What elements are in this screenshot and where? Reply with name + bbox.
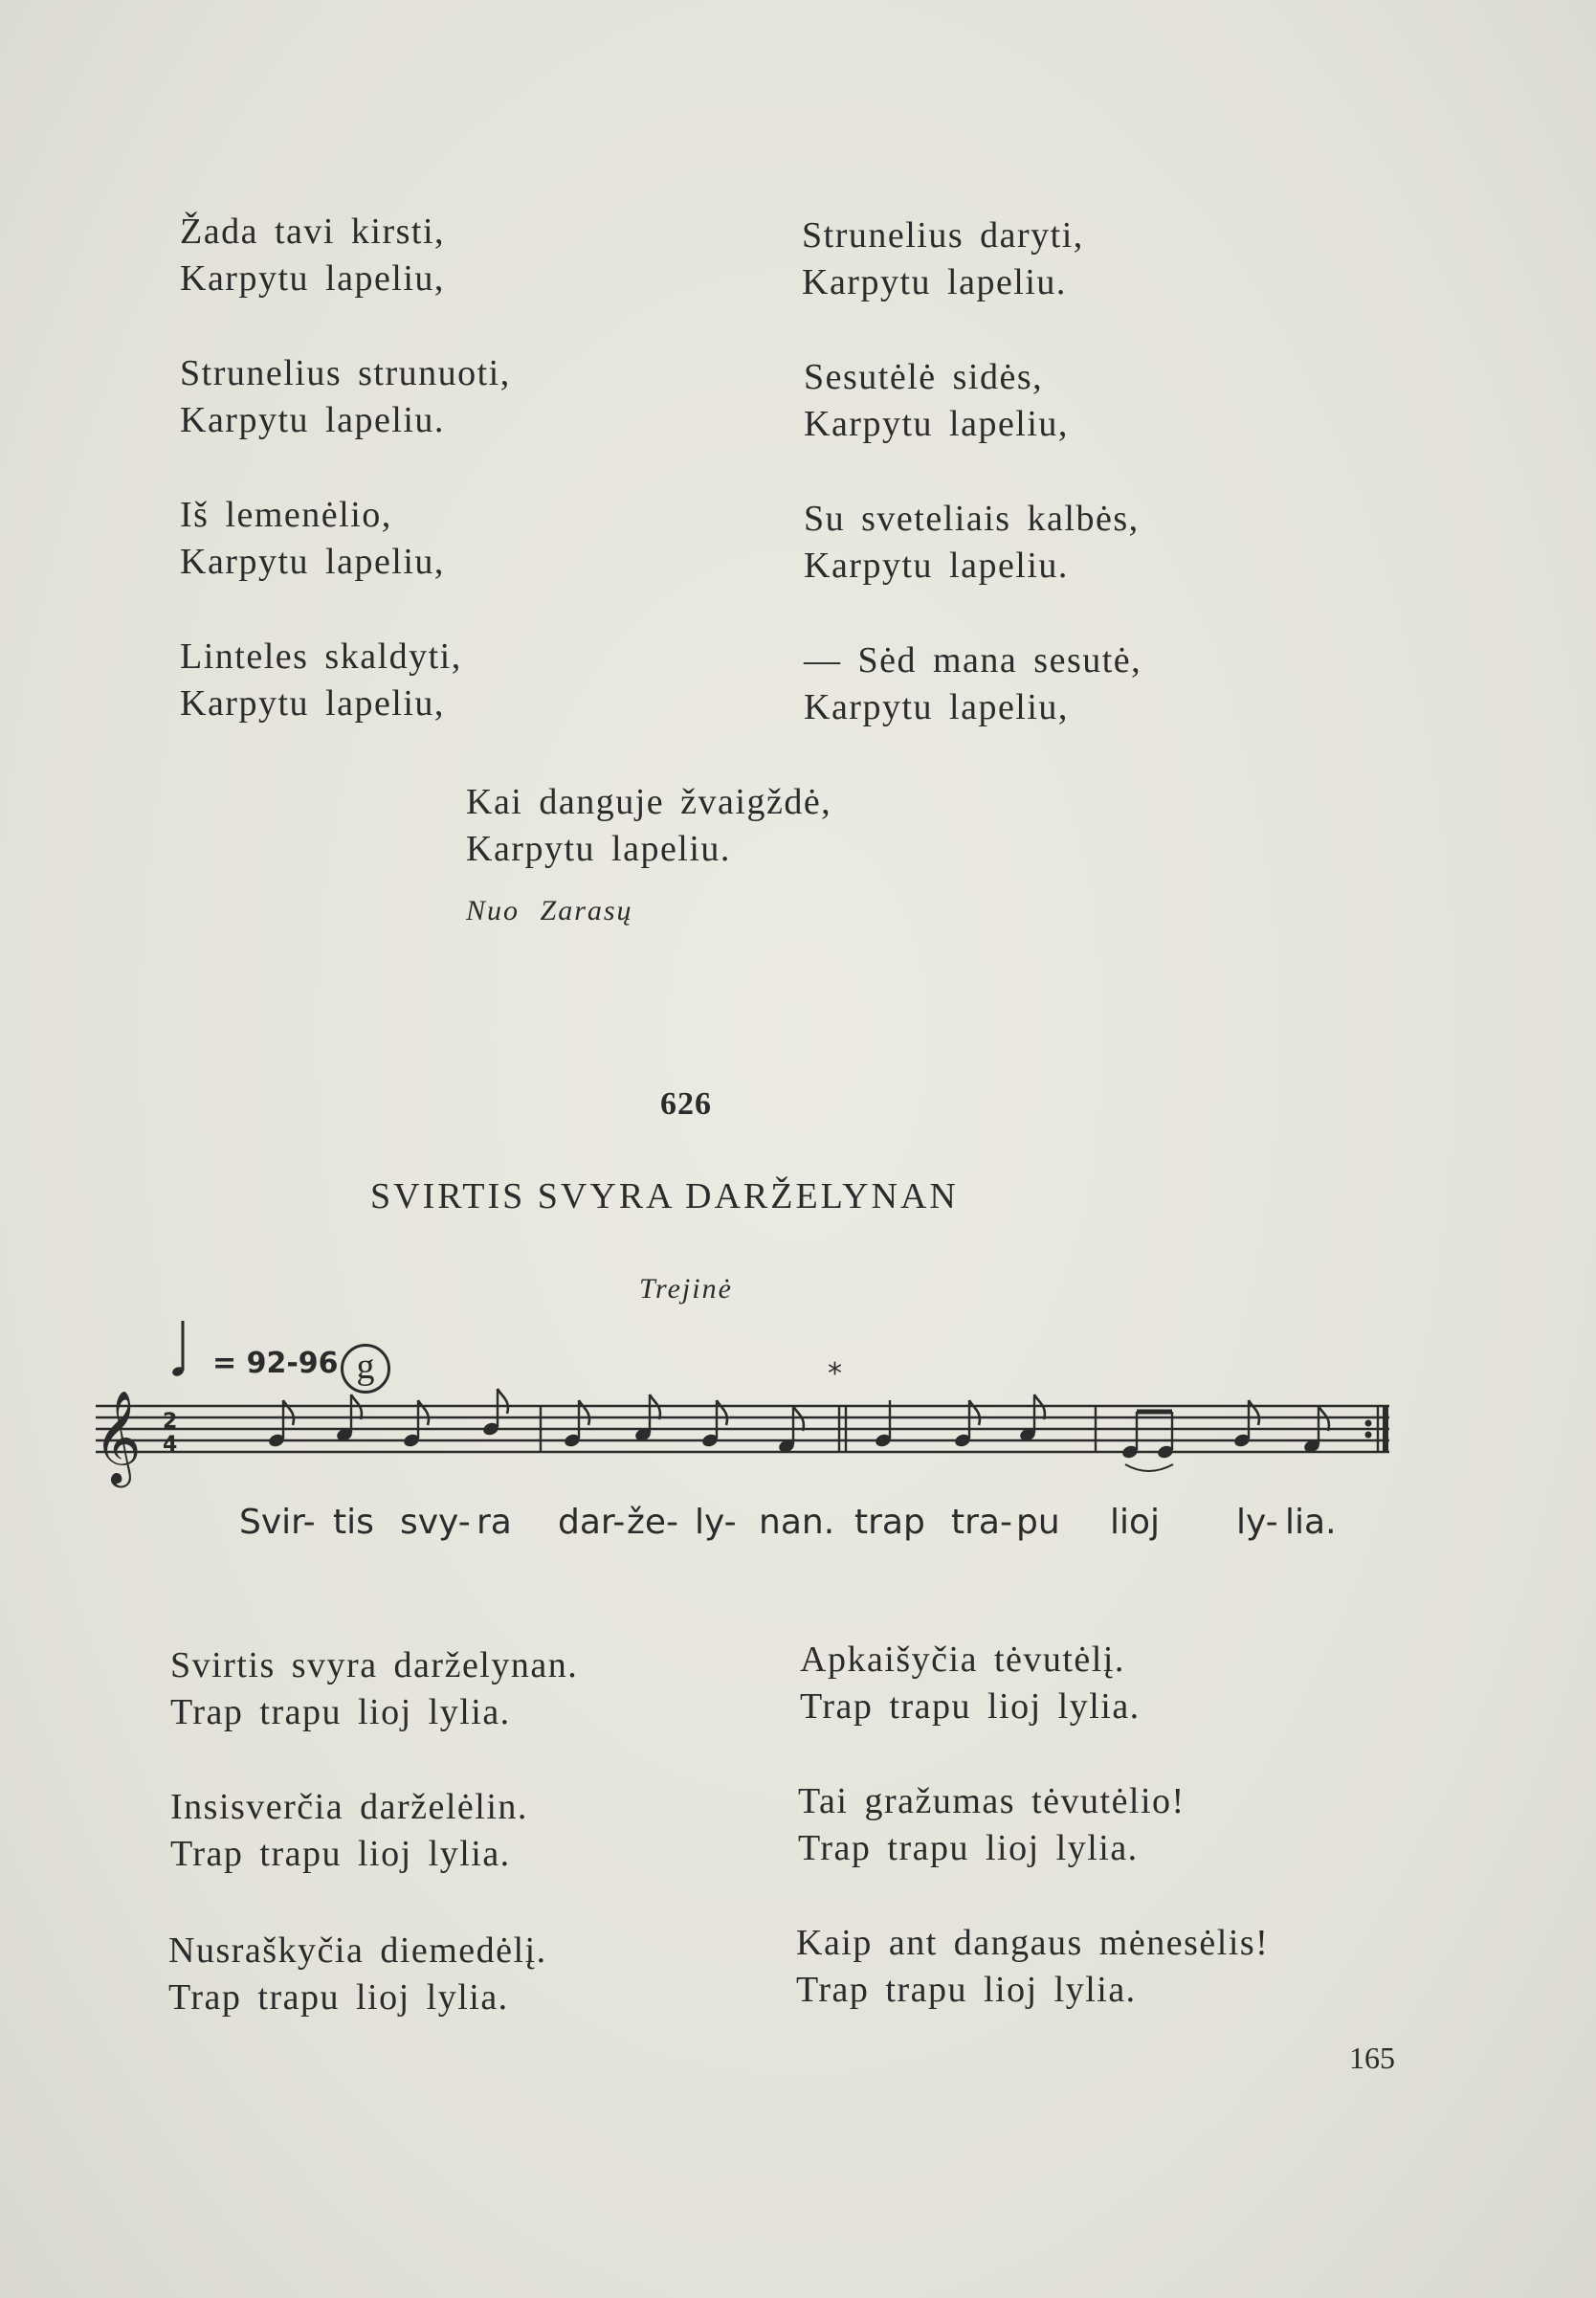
verse-line: Linteles skaldyti, (180, 636, 462, 677)
lyric-syllable: ly- (695, 1503, 737, 1542)
asterisk-mark: * (828, 1357, 842, 1391)
refrain-line: Trap trapu lioj lylia. (798, 1828, 1139, 1868)
refrain-line: Trap trapu lioj lylia. (170, 1834, 511, 1874)
treble-clef-icon: 𝄞 (94, 1390, 142, 1484)
verse-line: Žada tavi kirsti, (180, 212, 446, 252)
verse-line: Tai gražumas tėvutėlio! (798, 1781, 1186, 1821)
quarter-note (874, 1400, 892, 1448)
repeat-dot (1365, 1420, 1372, 1427)
song-stanza-left-3 (168, 1928, 547, 2021)
lyric-syllable: lioj (1110, 1503, 1161, 1542)
lyric-syllable: že- (627, 1503, 679, 1542)
verse-line: Strunelius strunuoti, (180, 353, 511, 393)
lyric-syllable: ra (477, 1503, 512, 1542)
refrain-line: Trap trapu lioj lylia. (796, 1970, 1137, 2010)
lyric-syllable: dar- (558, 1503, 626, 1542)
song-stanza-right-3 (796, 1920, 1269, 2014)
verse-line: Apkaišyčia tėvutėlį. (800, 1640, 1125, 1680)
refrain-line: Karpytu lapeliu. (466, 829, 731, 869)
song-stanza-left-1 (170, 1642, 578, 1736)
eighth-note (1120, 1412, 1139, 1460)
lyric-syllable: pu (1016, 1503, 1060, 1542)
song-stanza-right-2 (798, 1778, 1186, 1872)
verse-line: Kaip ant dangaus mėnesėlis! (796, 1923, 1270, 1963)
staff-lines (96, 1406, 1389, 1452)
time-sig-bottom: 4 (163, 1433, 178, 1457)
page-number: 165 (1349, 2041, 1395, 2075)
refrain-line: Trap trapu lioj lylia. (170, 1692, 511, 1732)
origin-note: Nuo Zarasų (466, 895, 633, 926)
slur (1125, 1464, 1173, 1471)
key-circle: g (341, 1344, 390, 1394)
verse-line: Insisverčia darželėlin. (170, 1787, 528, 1827)
verse-line: Svirtis svyra darželynan. (170, 1645, 579, 1685)
verse-line: Nusraškyčia diemedėlį. (168, 1930, 547, 1971)
verse-line: Sesutėlė sidės, (804, 357, 1044, 397)
refrain-line: Karpytu lapeliu. (180, 400, 445, 440)
refrain-line: Karpytu lapeliu, (180, 258, 445, 299)
lyric-syllable: lia. (1285, 1503, 1337, 1542)
song-stanza-left-2 (170, 1784, 528, 1878)
lyric-syllable: tra- (951, 1503, 1012, 1542)
refrain-line: Trap trapu lioj lylia. (800, 1686, 1141, 1727)
quarter-note-icon (171, 1321, 185, 1377)
verse-line: Strunelius daryti, (802, 215, 1084, 256)
verse-line: Su sveteliais kalbės, (804, 499, 1140, 539)
refrain-line: Karpytu lapeliu. (802, 262, 1067, 302)
song-stanza-right-1 (800, 1637, 1141, 1730)
eighth-note (1156, 1412, 1174, 1460)
verse-line: Kai danguje žvaigždė, (466, 782, 832, 822)
song-title: SVIRTIS SVYRA DARŽELYNAN (370, 1176, 959, 1216)
lyric-syllable: Svir- (239, 1503, 316, 1542)
lyric-syllable: ly- (1236, 1503, 1278, 1542)
lyric-syllable: nan. (759, 1503, 835, 1542)
time-sig-top: 2 (163, 1410, 178, 1434)
refrain-line: Trap trapu lioj lylia. (168, 1977, 509, 2018)
repeat-dot (1365, 1432, 1372, 1439)
verse-line: Iš lemenėlio, (180, 495, 392, 535)
refrain-line: Karpytu lapeliu, (180, 542, 445, 582)
song-number: 626 (660, 1086, 712, 1122)
tempo-word: Trejinė (639, 1273, 733, 1305)
verse-line: — Sėd mana sesutė, (804, 640, 1142, 680)
refrain-line: Karpytu lapeliu, (180, 683, 445, 724)
refrain-line: Karpytu lapeliu, (804, 687, 1069, 727)
lyric-syllable: trap (854, 1503, 925, 1542)
refrain-line: Karpytu lapeliu, (804, 404, 1069, 444)
lyric-syllable: svy- (400, 1503, 471, 1542)
tempo-value: = 92-96 (212, 1347, 339, 1380)
refrain-line: Karpytu lapeliu. (804, 546, 1069, 586)
lyric-syllable: tis (333, 1503, 374, 1542)
